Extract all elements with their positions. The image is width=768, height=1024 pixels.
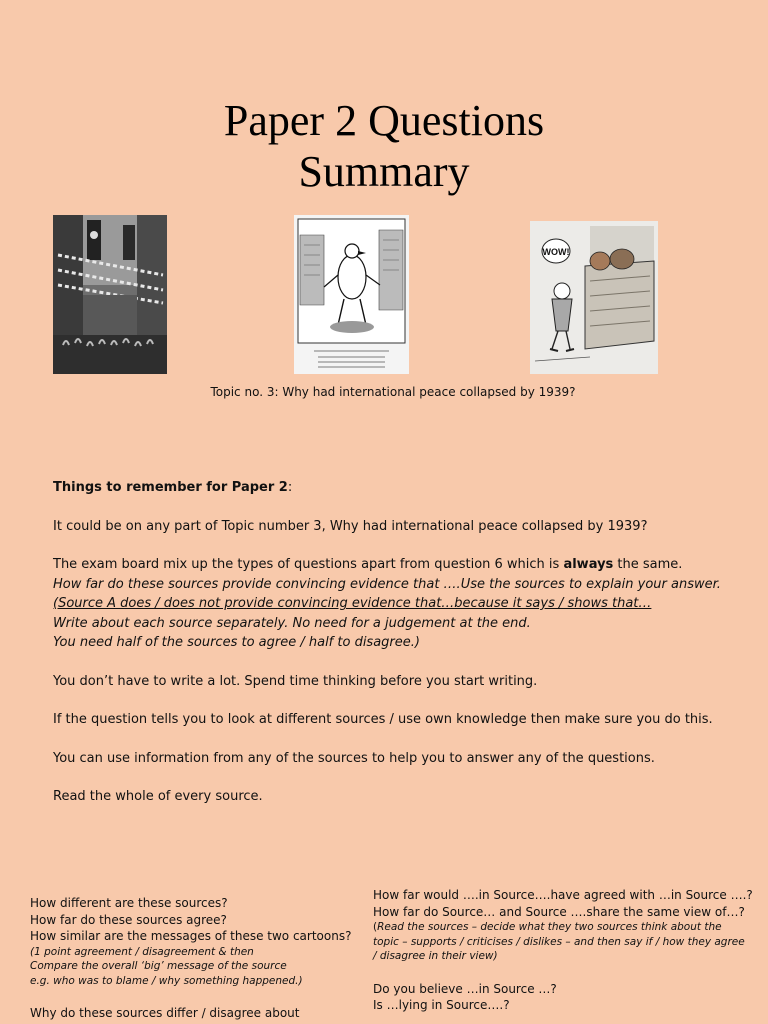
right-note-1-text: Read the sources – decide what they two sources think about the [377, 921, 722, 933]
left-q1: How different are these sources? [30, 896, 228, 910]
wow-text: WOW! [542, 247, 570, 257]
tip-3: You can use information from any of the sources to help you to answer any of the questions. [53, 750, 655, 766]
q6-line-2 [53, 594, 753, 614]
q6-line-2-text: (Source A does / does not provide convincing evidence that…because it says / shows that… [53, 596, 652, 611]
left-q3: How similar are the messages of these two cartoons? [30, 929, 352, 943]
title-line-2: Summary [298, 147, 470, 196]
line2-bold: always [563, 557, 614, 572]
historic-photo-image [53, 215, 167, 374]
cartoon-bed-image [530, 221, 658, 374]
remember-line-2 [53, 555, 753, 575]
title-line-1: Paper 2 Questions [223, 96, 545, 145]
line2-post: the same. [613, 557, 683, 572]
heading-colon: : [287, 480, 293, 495]
remember-section [53, 478, 753, 807]
left-note-3: e.g. who was to blame / why something happened.) [30, 974, 303, 987]
right-q4: Is …lying in Source….? [373, 998, 510, 1012]
left-note-1: (1 point agreement / disagreement & then [30, 945, 254, 958]
q6-line-1: How far do these sources provide convincing evidence that ….Use the sources to explain your answer. [53, 576, 721, 592]
note-open-paren: ( [373, 921, 378, 933]
page-title [0, 95, 768, 197]
tip-4: Read the whole of every source. [53, 789, 263, 804]
tip-2: If the question tells you to look at different sources / use own knowledge then make sure you do this. [53, 712, 713, 727]
left-q4: Why do these sources differ / disagree about [30, 1006, 300, 1020]
right-question-column [373, 887, 753, 1014]
right-q2: How far do Source… and Source ….share the same view of…? [373, 904, 745, 919]
line2-pre: The exam board mix up the types of questions apart from question 6 which is [53, 557, 564, 572]
cartoon-bird-image [294, 215, 409, 374]
remember-heading: Things to remember for Paper 2 [53, 480, 288, 495]
tip-1: You don’t have to write a lot. Spend time thinking before you start writing. [53, 673, 538, 689]
remember-line-1: It could be on any part of Topic number 3, Why had international peace collapsed by 1939? [53, 518, 648, 534]
right-note-1 [373, 920, 753, 935]
topic-line: Topic no. 3: Why had international peace collapsed by 1939? [210, 385, 576, 399]
q6-line-4: You need half of the sources to agree / half to disagree.) [53, 635, 420, 650]
q6-line-3: Write about each source separately. No need for a judgement at the end. [53, 615, 531, 631]
right-note-3: / disagree in their view) [373, 950, 498, 962]
left-question-column [30, 895, 360, 1022]
right-q3: Do you believe …in Source …? [373, 981, 557, 996]
remember-heading-line [53, 478, 753, 498]
right-note-2: topic – supports / criticises / dislikes – and then say if / how they agree [373, 935, 745, 948]
right-q1: How far would ….in Source….have agreed with …in Source ….? [373, 888, 753, 902]
left-note-2: Compare the overall ‘big’ message of the source [30, 960, 287, 972]
left-q2: How far do these sources agree? [30, 912, 227, 927]
